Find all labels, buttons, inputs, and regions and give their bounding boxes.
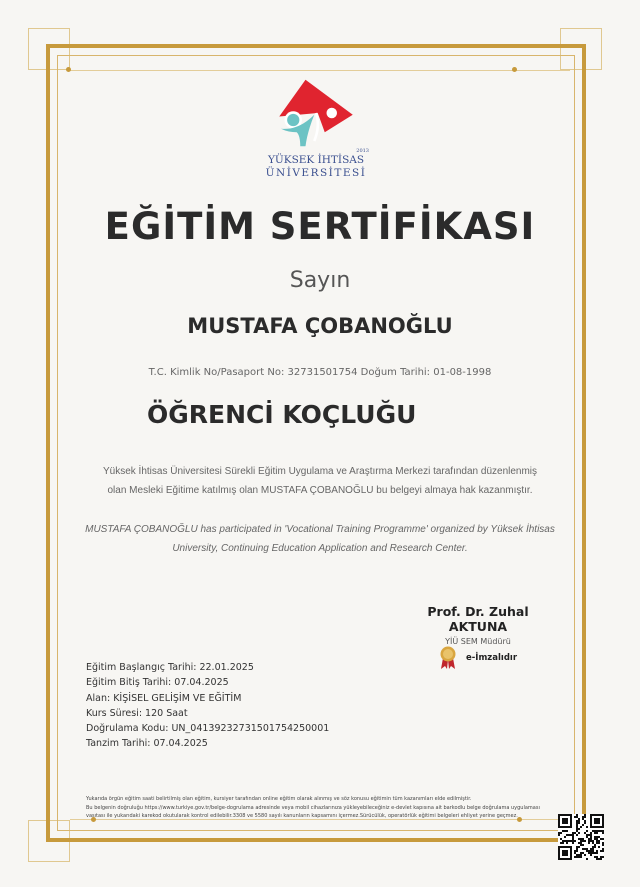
course-details: [86, 660, 329, 752]
english-statement: MUSTAFA ÇOBANOĞLU has participated in 'Vocational Training Programme' organized by Yüksek İhtisas University, Continuing Education Application and Research Center.: [85, 524, 555, 554]
e-signature-badge: e-İmzalıdır: [440, 646, 517, 670]
qr-code-icon: [558, 814, 604, 860]
detail-end-date: Eğitim Bitiş Tarihi: 07.04.2025: [86, 677, 229, 689]
signatory-role: YİÜ SEM Müdürü: [445, 637, 511, 646]
signatory-name: Prof. Dr. Zuhal AKTUNA: [427, 604, 529, 634]
statements: [50, 462, 590, 558]
qr-code[interactable]: [558, 814, 604, 860]
salutation: Sayın: [289, 268, 351, 293]
logo-emblem-icon: [266, 78, 366, 148]
logo-year: 2013: [356, 148, 369, 154]
detail-start-date: Eğitim Başlangıç Tarihi: 22.01.2025: [86, 662, 254, 673]
turkish-statement: Yüksek İhtisas Üniversitesi Sürekli Eğitim Uygulama ve Araştırma Merkezi tarafından düzenlenmiş olan Mesleki Eğitime katılmış olan MUSTAFA ÇOBANOĞLU bu belgeyi almaya hak kazanmıştır.: [102, 466, 538, 496]
id-line: T.C. Kimlik No/Pasaport No: 32731501754 Doğum Tarihi: 01-08-1998: [148, 367, 492, 378]
logo-text: YÜKSEK İHTİSAS: [267, 154, 365, 166]
course-name: ÖĞRENCİ KOÇLUĞU: [147, 400, 417, 429]
recipient-name: MUSTAFA ÇOBANOĞLU: [187, 314, 453, 338]
logo-text: ÜNİVERSİTESİ: [265, 167, 367, 179]
detail-duration: Kurs Süresi: 120 Saat: [86, 707, 188, 719]
signature-block: [398, 604, 558, 646]
certificate-title: EĞİTİM SERTİFİKASI: [104, 205, 536, 248]
detail-verification-code: Doğrulama Kodu: UN_04139232731501754250001: [86, 723, 330, 735]
footer-notes: Yukarıda örgün eğitim saati belirtilmiş olan eğitim, kursiyer tarafından online eğitim olarak alınmış ve söz konusu eğitimin tüm kazanımları elde edilmiştir. Bu belgenin doğruluğu https://www.turkiye.gov.tr/belge-dogrulama adresinde veya mobil cihazlarınıza yükleyebileceğiniz e-devlet kapısına ait barkodlu belge doğrulama uygulaması vasıtası ile yukarıdaki karekod okutularak kontrol edilebilir.3308 ve 5580 sayılı kanunların kapsamını içermez.Sürücülük, operatörlük eğitimi belgeleri ehliyet yerine geçmez.: [86, 796, 540, 819]
medal-icon: [440, 646, 456, 670]
logo-text-block: [251, 148, 381, 180]
university-logo: [265, 78, 369, 193]
detail-field: Alan: KİŞİSEL GELİŞİM VE EĞİTİM: [86, 692, 242, 704]
detail-issue-date: Tanzim Tarihi: 07.04.2025: [86, 738, 208, 750]
